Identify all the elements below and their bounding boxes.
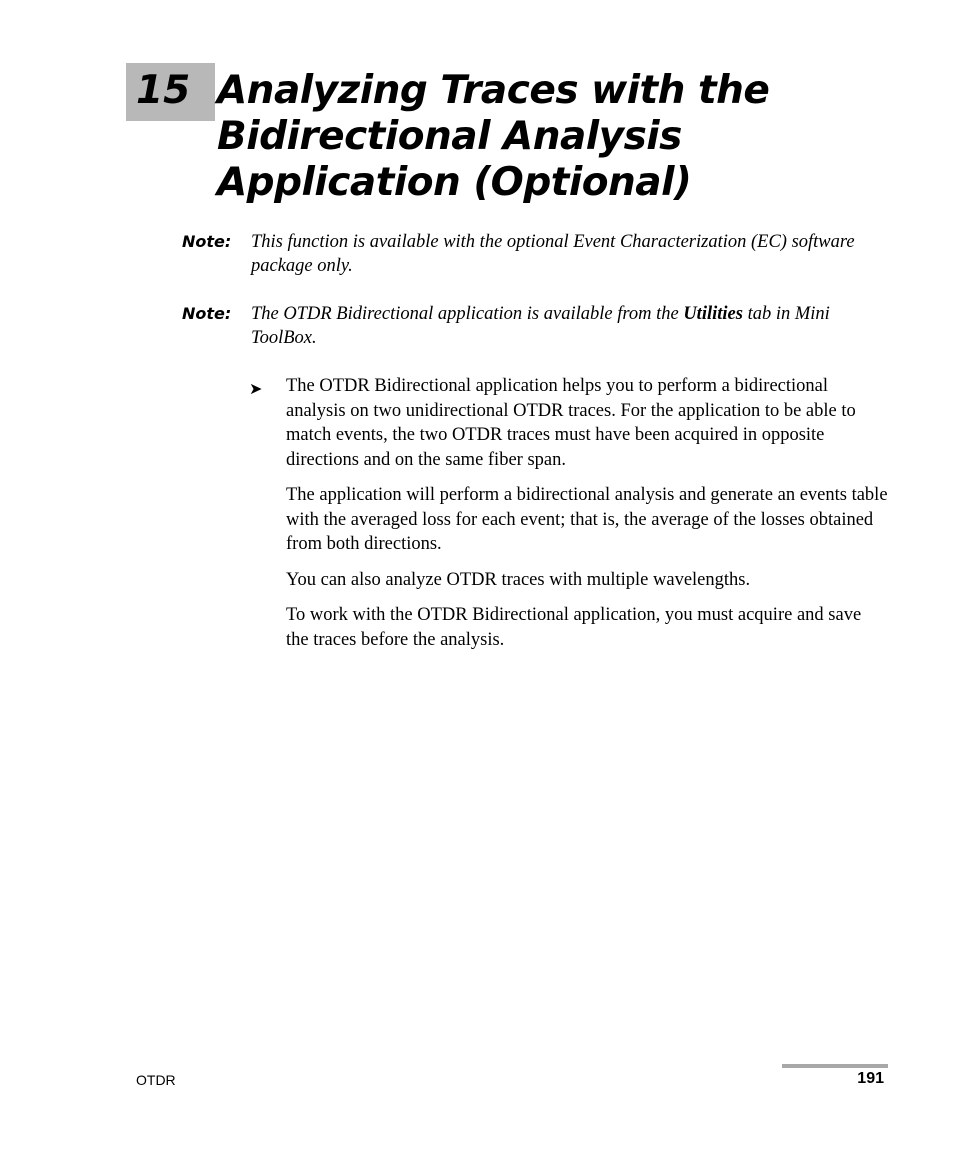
footer-rule <box>782 1064 888 1068</box>
note-text-after: tab in Mini ToolBox. <box>251 304 830 348</box>
note-label: Note: <box>182 304 232 323</box>
body-text <box>286 374 888 663</box>
chapter-title-line-3: Application (Optional) <box>217 160 692 205</box>
note-text: This function is available with the optional Event Characterization (EC) software package only. <box>251 232 855 276</box>
chapter-title <box>217 68 917 206</box>
chapter-title-line-2: Bidirectional Analysis <box>217 114 682 159</box>
chapter-number: 15 <box>136 68 191 113</box>
utilities-tab-name: Utilities <box>683 304 743 324</box>
footer-product-name: OTDR <box>136 1072 176 1088</box>
arrow-bullet-icon: ➤ <box>249 379 263 398</box>
note-label: Note: <box>182 232 232 251</box>
paragraph-intro: The OTDR Bidirectional application helps you to perform a bidirectional analysis on two unidirectional OTDR traces. For the application to be able to match events, the two OTDR traces must have been acquired in opposite directions and on the same fiber span. <box>286 376 856 470</box>
page-number: 191 <box>857 1070 884 1087</box>
note-text-before: The OTDR Bidirectional application is available from the <box>251 304 684 324</box>
paragraph-analysis: The application will perform a bidirectional analysis and generate an events table with the averaged loss for each event; that is, the average of the losses obtained from both directions. <box>286 485 888 554</box>
paragraph-acquire: To work with the OTDR Bidirectional application, you must acquire and save the traces before the analysis. <box>286 605 862 650</box>
chapter-title-line-1: Analyzing Traces with the <box>217 68 770 113</box>
note-text <box>251 302 881 350</box>
paragraph-wavelengths: You can also analyze OTDR traces with multiple wavelengths. <box>286 569 751 590</box>
